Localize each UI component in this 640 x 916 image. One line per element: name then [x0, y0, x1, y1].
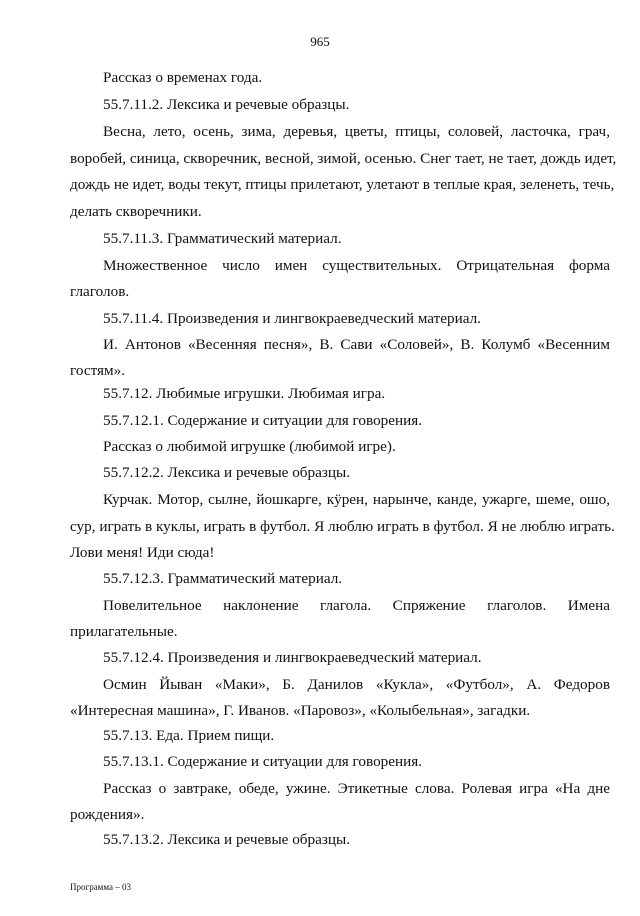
- section-heading: 55.7.12.3. Грамматический материал.: [103, 570, 343, 587]
- section-heading: 55.7.11.3. Грамматический материал.: [103, 230, 342, 247]
- text-line: И. Антонов «Весенняя песня», В. Сави «Соловей», В. Колумб «Весенним: [103, 336, 610, 353]
- text-line: Лови меня! Иди сюда!: [70, 544, 215, 561]
- text-line: рождения».: [70, 806, 145, 823]
- section-heading: 55.7.12. Любимые игрушки. Любимая игра.: [103, 385, 386, 402]
- text-line: Повелительное наклонение глагола. Спряжение глаголов. Имена: [103, 597, 610, 614]
- text-line: Множественное число имен существительных. Отрицательная форма: [103, 257, 610, 274]
- text-line: Курчак. Мотор, сылне, йошкарге, кӱрен, нарынче, канде, ужарге, шеме, ошо,: [103, 491, 610, 508]
- section-heading: 55.7.11.2. Лексика и речевые образцы.: [103, 96, 350, 113]
- text-line: Весна, лето, осень, зима, деревья, цветы, птицы, соловей, ласточка, грач,: [103, 123, 610, 140]
- text-line: гостям».: [70, 362, 125, 379]
- text-line: «Интересная машина», Г. Иванов. «Паровоз», «Колыбельная», загадки.: [70, 702, 531, 719]
- footer-label: Программа – 03: [70, 882, 132, 892]
- section-heading: 55.7.12.4. Произведения и лингвокраеведческий материал.: [103, 649, 482, 666]
- section-heading: 55.7.13.2. Лексика и речевые образцы.: [103, 831, 350, 848]
- text-line: глаголов.: [70, 283, 130, 300]
- section-heading: 55.7.13.1. Содержание и ситуации для говорения.: [103, 753, 423, 770]
- section-heading: 55.7.13. Еда. Прием пищи.: [103, 727, 275, 744]
- text-line: Осмин Йыван «Маки», Б. Данилов «Кукла», «Футбол», А. Федоров: [103, 676, 610, 693]
- text-line: прилагательные.: [70, 623, 178, 640]
- text-line: воробей, синица, скворечник, весной, зимой, осенью. Снег тает, не тает, дождь идет,: [70, 150, 617, 167]
- text-line: дождь не идет, воды текут, птицы прилетают, улетают в теплые края, зеленеть, течь,: [70, 176, 615, 193]
- section-heading: 55.7.11.4. Произведения и лингвокраеведческий материал.: [103, 310, 481, 327]
- text-line: Рассказ о временах года.: [103, 69, 263, 86]
- text-line: делать скворечники.: [70, 203, 202, 220]
- text-line: сур, играть в куклы, играть в футбол. Я люблю играть в футбол. Я не люблю играть.: [70, 518, 615, 535]
- text-line: Рассказ о завтраке, обеде, ужине. Этикетные слова. Ролевая игра «На дне: [103, 780, 610, 797]
- page-number: 965: [310, 34, 330, 49]
- section-heading: 55.7.12.1. Содержание и ситуации для говорения.: [103, 412, 423, 429]
- text-line: Рассказ о любимой игрушке (любимой игре).: [103, 438, 396, 455]
- section-heading: 55.7.12.2. Лексика и речевые образцы.: [103, 464, 350, 481]
